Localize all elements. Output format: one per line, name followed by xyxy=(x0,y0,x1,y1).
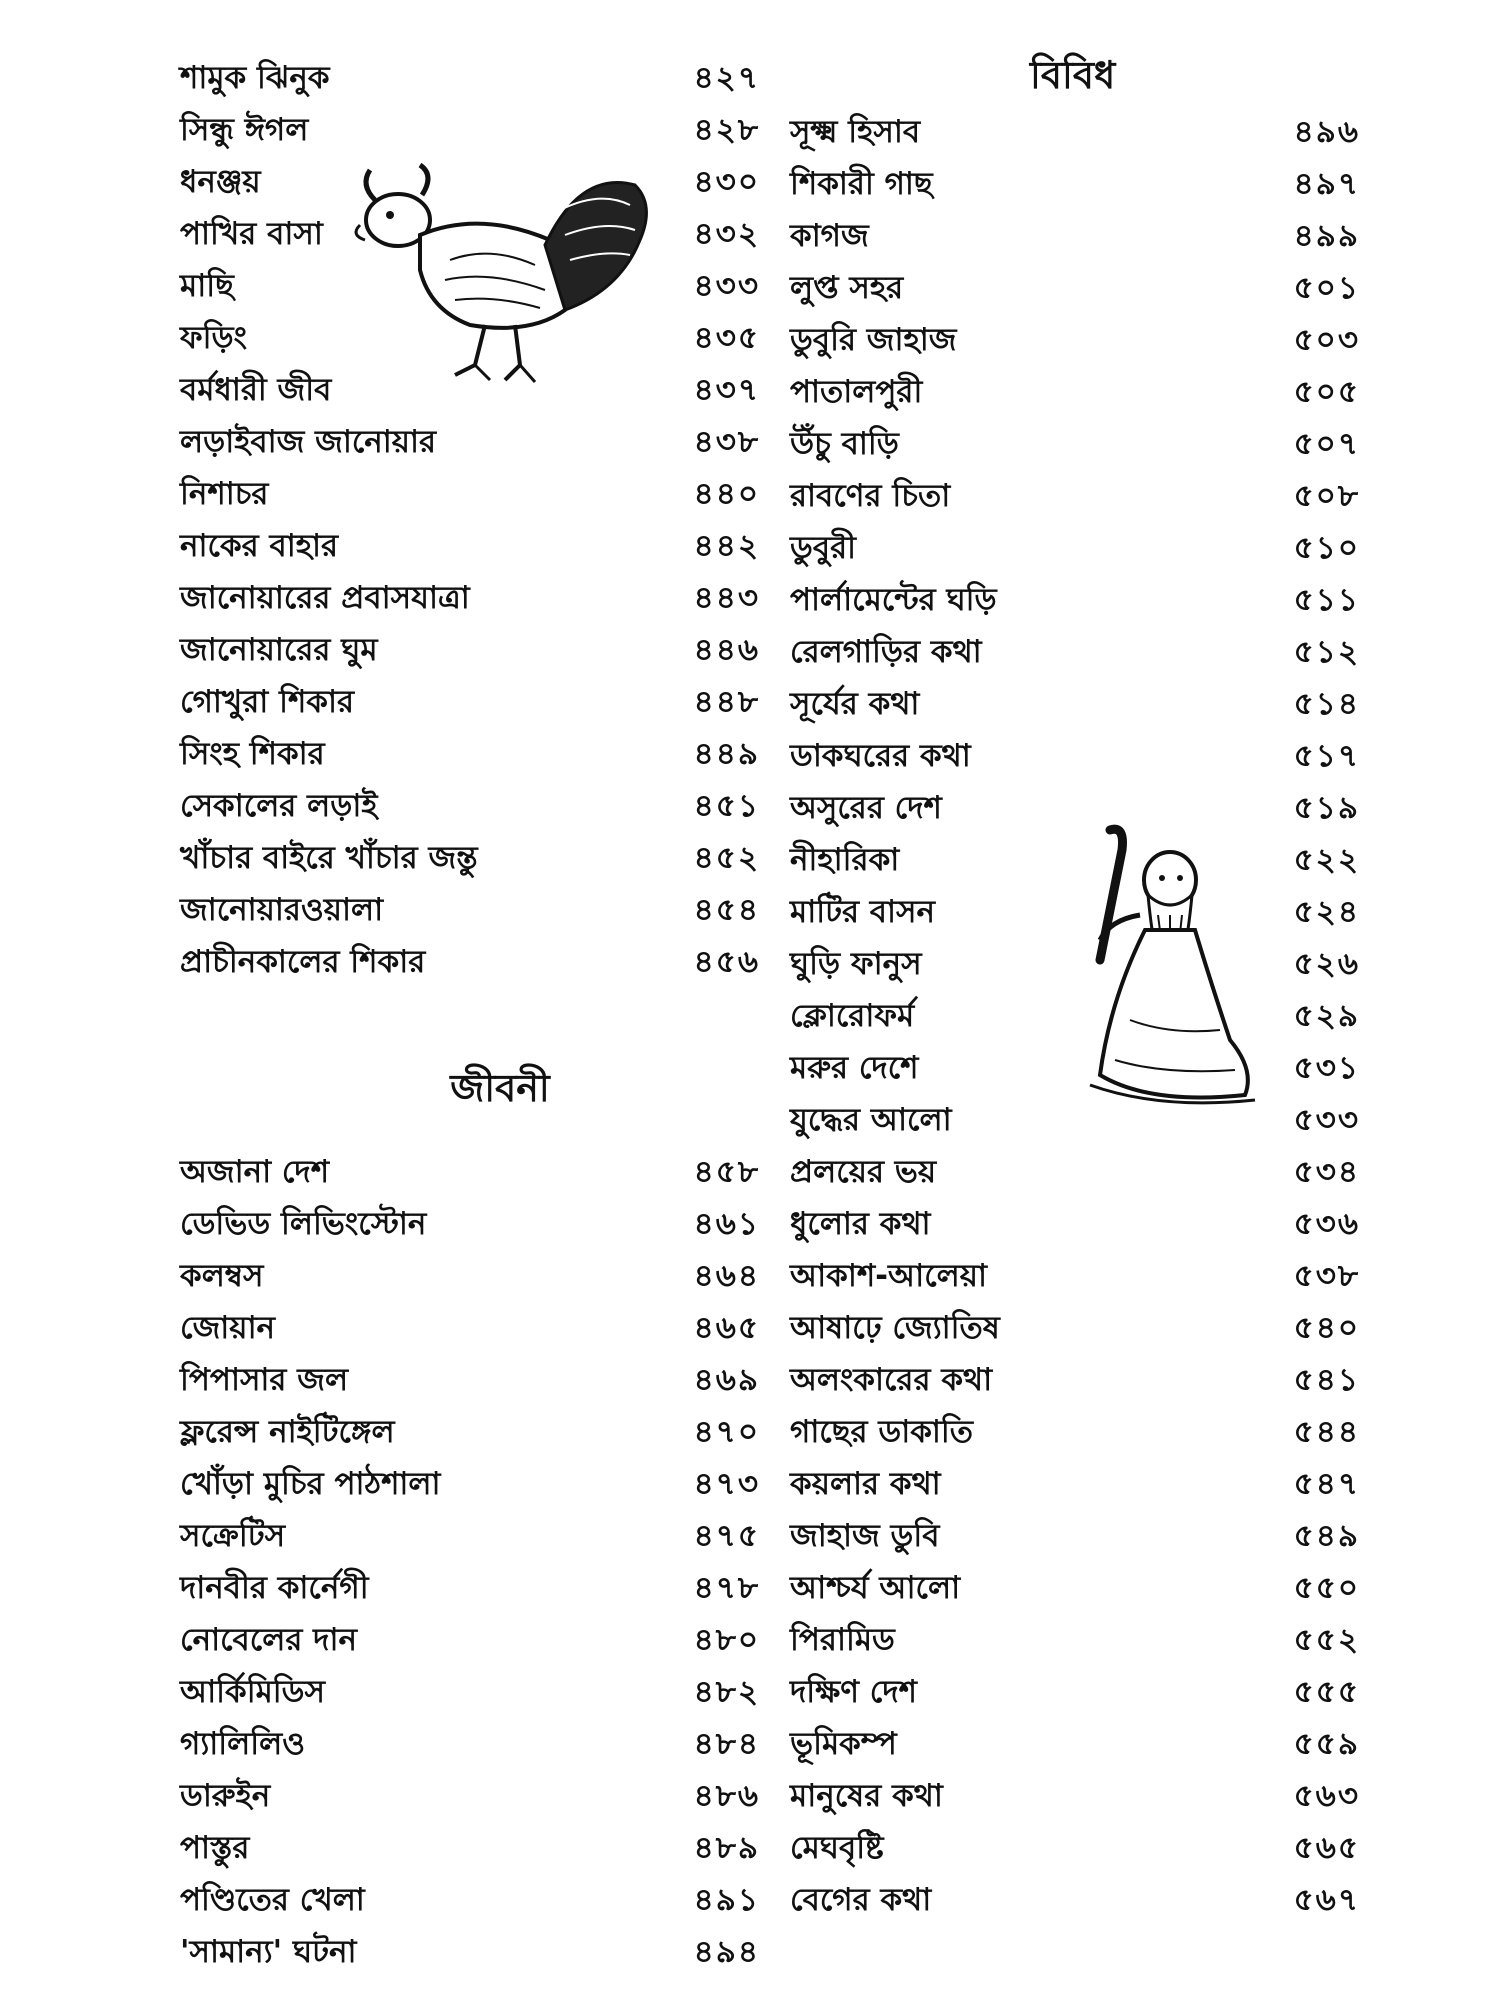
entry-title: পণ্ডিতের খেলা xyxy=(180,1882,365,1918)
toc-entry xyxy=(180,1822,760,1874)
biography-heading: জীবনী xyxy=(450,1065,550,1110)
entry-page-number: ৫৩৪ xyxy=(1293,1154,1360,1190)
entry-title: সূক্ষ্ম হিসাব xyxy=(790,114,921,150)
entry-page-number: ৪৩৭ xyxy=(693,372,760,408)
entry-title: মেঘবৃষ্টি xyxy=(790,1830,884,1866)
entry-page-number: ৫৩৬ xyxy=(1293,1206,1360,1242)
toc-entry xyxy=(180,1302,760,1354)
entry-page-number: ৪২৭ xyxy=(693,60,760,96)
entry-title: সূর্যের কথা xyxy=(790,686,920,722)
entry-page-number: ৪৩৮ xyxy=(693,424,760,460)
entry-title: সিন্ধু ঈগল xyxy=(180,112,309,148)
entry-page-number: ৪৯১ xyxy=(693,1882,760,1918)
entry-page-number: ৪৩২ xyxy=(693,216,760,252)
entry-title: পাস্তুর xyxy=(180,1830,250,1866)
toc-entry xyxy=(790,366,1360,418)
entry-title: মানুষের কথা xyxy=(790,1778,943,1814)
entry-page-number: ৫১৭ xyxy=(1293,738,1360,774)
toc-entry xyxy=(180,1198,760,1250)
entry-title: প্রলয়ের ভয় xyxy=(790,1154,937,1190)
entry-page-number: ৪৭০ xyxy=(693,1414,760,1450)
toc-entry xyxy=(790,522,1360,574)
entry-page-number: ৪৮৬ xyxy=(693,1778,760,1814)
entry-title: সিংহ শিকার xyxy=(180,736,325,772)
toc-entry xyxy=(790,210,1360,262)
entry-page-number: ৪৫২ xyxy=(693,840,760,876)
entry-page-number: ৫২৬ xyxy=(1293,946,1360,982)
entry-title: দক্ষিণ দেশ xyxy=(790,1674,918,1710)
toc-entry xyxy=(790,1458,1360,1510)
toc-entry xyxy=(180,1250,760,1302)
entry-page-number: ৪৭৫ xyxy=(693,1518,760,1554)
toc-entry xyxy=(180,1510,760,1562)
entry-title: অজানা দেশ xyxy=(180,1154,330,1190)
toc-entry xyxy=(790,1302,1360,1354)
toc-entry xyxy=(180,468,760,520)
entry-title: অসুরের দেশ xyxy=(790,790,942,826)
toc-entry xyxy=(180,1770,760,1822)
toc-entry xyxy=(790,1874,1360,1926)
entry-page-number: ৪৩০ xyxy=(693,164,760,200)
entry-title: বেগের কথা xyxy=(790,1882,932,1918)
entry-title: ডারুইন xyxy=(180,1778,271,1814)
entry-page-number: ৪৮৯ xyxy=(693,1830,760,1866)
toc-entry xyxy=(180,936,760,988)
entry-title: জানোয়ারের প্রবাসযাত্রা xyxy=(180,580,470,616)
entry-title: ডুবুরি জাহাজ xyxy=(790,322,957,358)
entry-title: নীহারিকা xyxy=(790,842,900,878)
toc-entry xyxy=(180,1406,760,1458)
toc-entry xyxy=(790,470,1360,522)
toc-entry xyxy=(180,1874,760,1926)
entry-page-number: ৫৪১ xyxy=(1293,1362,1360,1398)
toc-entry xyxy=(790,1562,1360,1614)
entry-title: আশ্চর্য আলো xyxy=(790,1570,961,1606)
entry-page-number: ৫৫২ xyxy=(1293,1622,1360,1658)
entry-page-number: ৪৮৪ xyxy=(693,1726,760,1762)
entry-page-number: ৫৪৯ xyxy=(1293,1518,1360,1554)
entry-page-number: ৪৫৮ xyxy=(693,1154,760,1190)
toc-entry xyxy=(180,416,760,468)
toc-entry xyxy=(790,1822,1360,1874)
toc-entry xyxy=(180,1666,760,1718)
entry-page-number: ৪৭৩ xyxy=(693,1466,760,1502)
entry-title: নোবেলের দান xyxy=(180,1622,357,1658)
entry-title: গোখুরা শিকার xyxy=(180,684,355,720)
entry-page-number: ৫২৯ xyxy=(1293,998,1360,1034)
entry-title: ডেভিড লিভিংস্টোন xyxy=(180,1206,427,1242)
toc-entry xyxy=(790,1250,1360,1302)
toc-entry xyxy=(790,1614,1360,1666)
entry-page-number: ৪৮০ xyxy=(693,1622,760,1658)
entry-title: ধুলোর কথা xyxy=(790,1206,931,1242)
toc-entry xyxy=(790,158,1360,210)
toc-entry xyxy=(790,1770,1360,1822)
entry-page-number: ৫৫০ xyxy=(1293,1570,1360,1606)
toc-entry xyxy=(790,106,1360,158)
entry-title: ধনঞ্জয় xyxy=(180,164,261,200)
entry-title: নাকের বাহার xyxy=(180,528,339,564)
entry-page-number: ৫৬৭ xyxy=(1293,1882,1360,1918)
entry-page-number: ৪৯৪ xyxy=(693,1934,760,1970)
entry-page-number: ৪৩৫ xyxy=(693,320,760,356)
entry-title: খাঁচার বাইরে খাঁচার জন্তু xyxy=(180,840,478,876)
entry-page-number: ৫৬৫ xyxy=(1293,1830,1360,1866)
toc-entry xyxy=(790,1406,1360,1458)
entry-title: জানোয়ারওয়ালা xyxy=(180,892,384,928)
entry-page-number: ৫১৪ xyxy=(1293,686,1360,722)
entry-title: গ্যালিলিও xyxy=(180,1726,306,1762)
entry-title: ফড়িং xyxy=(180,320,247,356)
entry-page-number: ৪৯৯ xyxy=(1293,218,1360,254)
entry-title: রাবণের চিতা xyxy=(790,478,951,514)
entry-page-number: ৪৮২ xyxy=(693,1674,760,1710)
toc-entry xyxy=(180,832,760,884)
entry-title: ভূমিকম্প xyxy=(790,1726,897,1762)
entry-page-number: ৫৪৭ xyxy=(1293,1466,1360,1502)
entry-page-number: ৫০৩ xyxy=(1293,322,1360,358)
entry-page-number: ৪৬১ xyxy=(693,1206,760,1242)
entry-page-number: ৪৪৬ xyxy=(693,632,760,668)
toc-entry xyxy=(180,1614,760,1666)
entry-title: মাটির বাসন xyxy=(790,894,936,930)
entry-page-number: ৫৫৯ xyxy=(1293,1726,1360,1762)
entry-title: জানোয়ারের ঘুম xyxy=(180,632,378,668)
entry-title: মাছি xyxy=(180,268,234,304)
entry-title: খোঁড়া মুচির পাঠশালা xyxy=(180,1466,441,1502)
toc-entry xyxy=(790,1198,1360,1250)
entry-page-number: ৪৪৩ xyxy=(693,580,760,616)
entry-title: আকাশ-আলেয়া xyxy=(790,1258,988,1294)
entry-page-number: ৫২২ xyxy=(1293,842,1360,878)
entry-title: ফ্লরেন্স নাইটিঙ্গেল xyxy=(180,1414,395,1450)
entry-title: ডুবুরী xyxy=(790,530,856,566)
entry-title: সক্রেটিস xyxy=(180,1518,286,1554)
entry-title: শিকারী গাছ xyxy=(790,166,933,202)
toc-entry xyxy=(180,728,760,780)
entry-page-number: ৪৫৬ xyxy=(693,944,760,980)
toc-entry xyxy=(790,314,1360,366)
toc-entry xyxy=(180,1354,760,1406)
entry-page-number: ৪৯৬ xyxy=(1293,114,1360,150)
rooster-illustration xyxy=(350,150,670,390)
toc-entry xyxy=(790,730,1360,782)
entry-page-number: ৪৩৩ xyxy=(693,268,760,304)
entry-title: জোয়ান xyxy=(180,1310,276,1346)
toc-entry xyxy=(180,1146,760,1198)
entry-page-number: ৫২৪ xyxy=(1293,894,1360,930)
toc-entry xyxy=(180,1458,760,1510)
entry-page-number: ৫০৭ xyxy=(1293,426,1360,462)
entry-page-number: ৪৪৮ xyxy=(693,684,760,720)
entry-title: পাখির বাসা xyxy=(180,216,323,252)
entry-page-number: ৫১২ xyxy=(1293,634,1360,670)
misc-heading: বিবিধ xyxy=(1030,52,1116,97)
entry-page-number: ৫৫৫ xyxy=(1293,1674,1360,1710)
entry-title: গাছের ডাকাতি xyxy=(790,1414,974,1450)
entry-page-number: ৪৬৯ xyxy=(693,1362,760,1398)
entry-page-number: ৫১১ xyxy=(1293,582,1360,618)
entry-title: ক্লোরোফর্ম xyxy=(790,998,915,1034)
entry-title: প্রাচীনকালের শিকার xyxy=(180,944,426,980)
toc-entry xyxy=(790,678,1360,730)
toc-entry xyxy=(180,676,760,728)
entry-title: পিরামিড xyxy=(790,1622,895,1658)
toc-entry xyxy=(180,52,760,104)
entry-page-number: ৪৬৪ xyxy=(693,1258,760,1294)
entry-title: পার্লামেন্টের ঘড়ি xyxy=(790,582,997,618)
toc-entry xyxy=(790,1510,1360,1562)
entry-title: আষাঢ়ে জ্যোতিষ xyxy=(790,1310,1000,1346)
entry-title: যুদ্ধের আলো xyxy=(790,1102,952,1138)
entry-title: কলম্বস xyxy=(180,1258,264,1294)
sage-illustration xyxy=(1070,820,1270,1120)
toc-entry xyxy=(790,574,1360,626)
entry-title: পিপাসার জল xyxy=(180,1362,349,1398)
entry-title: বর্মধারী জীব xyxy=(180,372,332,408)
entry-page-number: ৫৩৩ xyxy=(1293,1102,1360,1138)
biography-entries-list xyxy=(180,1146,760,1978)
entry-title: রেলগাড়ির কথা xyxy=(790,634,982,670)
entry-title: কাগজ xyxy=(790,218,869,254)
entry-title: মরুর দেশে xyxy=(790,1050,919,1086)
entry-page-number: ৪৫৪ xyxy=(693,892,760,928)
entry-page-number: ৫৬৩ xyxy=(1293,1778,1360,1814)
entry-title: লড়াইবাজ জানোয়ার xyxy=(180,424,437,460)
entry-page-number: ৫৪৪ xyxy=(1293,1414,1360,1450)
entry-title: উঁচু বাড়ি xyxy=(790,426,899,462)
toc-entry xyxy=(180,104,760,156)
entry-page-number: ৪৪২ xyxy=(693,528,760,564)
toc-entry xyxy=(180,1926,760,1978)
entry-title: ঘুড়ি ফানুস xyxy=(790,946,922,982)
entry-page-number: ৫১৯ xyxy=(1293,790,1360,826)
entry-page-number: ৪৪০ xyxy=(693,476,760,512)
entry-page-number: ৫০৮ xyxy=(1293,478,1360,514)
entry-page-number: ৫৪০ xyxy=(1293,1310,1360,1346)
toc-entry xyxy=(180,1718,760,1770)
toc-entry xyxy=(180,624,760,676)
toc-entry xyxy=(790,418,1360,470)
toc-entry xyxy=(790,1718,1360,1770)
entry-page-number: ৪২৮ xyxy=(693,112,760,148)
entry-page-number: ৪৫১ xyxy=(693,788,760,824)
toc-entry xyxy=(180,780,760,832)
toc-entry xyxy=(790,262,1360,314)
entry-title: লুপ্ত সহর xyxy=(790,270,904,306)
toc-entry xyxy=(790,1666,1360,1718)
entry-page-number: ৫০৫ xyxy=(1293,374,1360,410)
entry-title: নিশাচর xyxy=(180,476,269,512)
toc-entry xyxy=(790,1146,1360,1198)
entry-page-number: ৪৬৫ xyxy=(693,1310,760,1346)
toc-entry xyxy=(180,1562,760,1614)
entry-page-number: ৫১০ xyxy=(1293,530,1360,566)
toc-entry xyxy=(790,1354,1360,1406)
entry-title: দানবীর কার্নেগী xyxy=(180,1570,369,1606)
entry-title: পাতালপুরী xyxy=(790,374,923,410)
entry-page-number: ৫০১ xyxy=(1293,270,1360,306)
entry-page-number: ৪৯৭ xyxy=(1293,166,1360,202)
entry-page-number: ৪৭৮ xyxy=(693,1570,760,1606)
entry-title: আর্কিমিডিস xyxy=(180,1674,325,1710)
entry-title: 'সামান্য' ঘটনা xyxy=(180,1934,357,1970)
toc-entry xyxy=(180,884,760,936)
entry-title: শামুক ঝিনুক xyxy=(180,60,330,96)
entry-title: ডাকঘরের কথা xyxy=(790,738,971,774)
entry-page-number: ৪৪৯ xyxy=(693,736,760,772)
entry-page-number: ৫৩১ xyxy=(1293,1050,1360,1086)
toc-entry xyxy=(180,572,760,624)
toc-entry xyxy=(790,626,1360,678)
entry-title: জাহাজ ডুবি xyxy=(790,1518,940,1554)
entry-page-number: ৫৩৮ xyxy=(1293,1258,1360,1294)
entry-title: অলংকারের কথা xyxy=(790,1362,993,1398)
entry-title: কয়লার কথা xyxy=(790,1466,941,1502)
toc-entry xyxy=(180,520,760,572)
entry-title: সেকালের লড়াই xyxy=(180,788,378,824)
